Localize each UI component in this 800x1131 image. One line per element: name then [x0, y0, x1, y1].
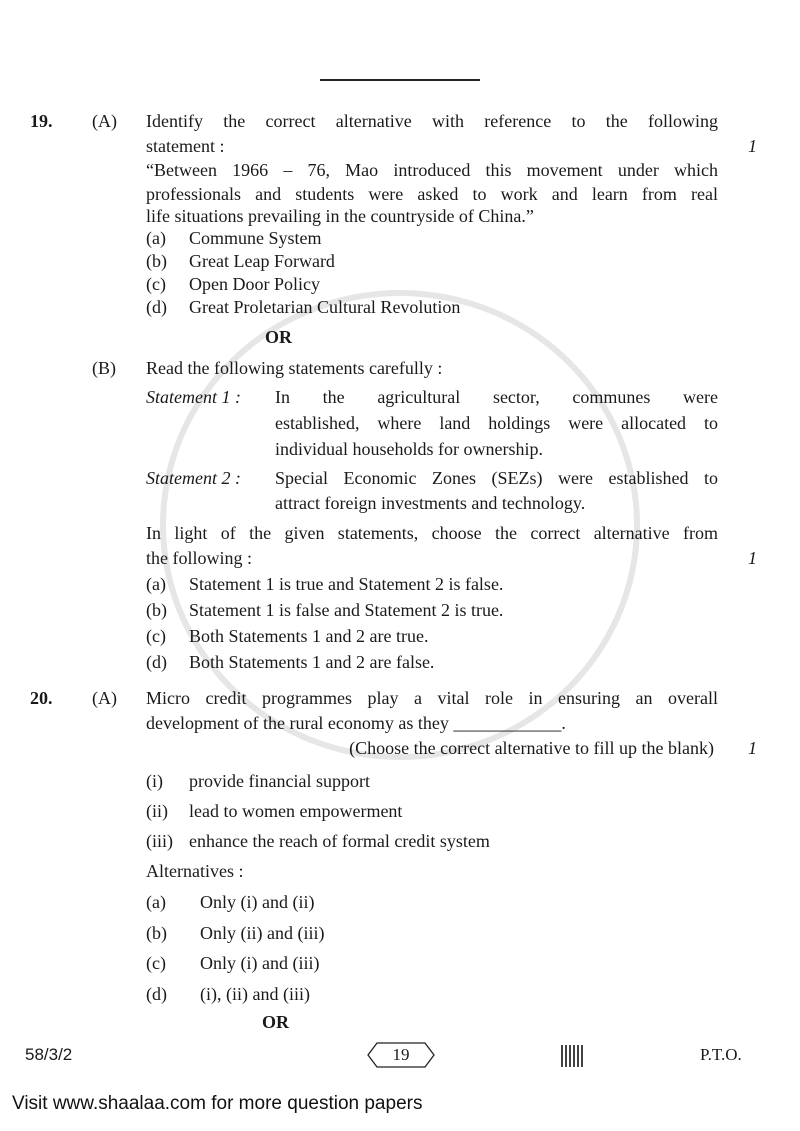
marks: 1: [748, 738, 757, 758]
item-text: provide financial support: [189, 771, 370, 791]
visit-link[interactable]: Visit www.shaalaa.com for more question papers: [12, 1093, 423, 1114]
statement-text: established, where land holdings were allocated to: [275, 413, 718, 433]
option-letter: (d): [146, 652, 167, 672]
or-separator: OR: [262, 1012, 289, 1032]
statement-text: attract foreign investments and technology.: [275, 493, 586, 513]
question-text: In light of the given statements, choose the correct alternative from: [146, 523, 718, 543]
item-number: (i): [146, 771, 163, 791]
option-text: Statement 1 is false and Statement 2 is true.: [189, 600, 504, 620]
pto-label: P.T.O.: [700, 1045, 742, 1064]
option-letter: (a): [146, 892, 166, 912]
item-number: (iii): [146, 831, 173, 851]
option-letter: (b): [146, 251, 167, 271]
option-text: Only (i) and (iii): [200, 953, 320, 973]
option-text: (i), (ii) and (iii): [200, 984, 310, 1004]
marks: 1: [748, 136, 757, 156]
option-text: Both Statements 1 and 2 are true.: [189, 626, 429, 646]
option-letter: (a): [146, 228, 166, 248]
marks: 1: [748, 548, 757, 568]
statement-label: Statement 1 :: [146, 387, 241, 407]
or-separator: OR: [265, 327, 292, 347]
item-text: enhance the reach of formal credit system: [189, 831, 490, 851]
alternatives-label: Alternatives :: [146, 861, 244, 881]
statement-label: Statement 2 :: [146, 468, 241, 488]
option-letter: (c): [146, 953, 166, 973]
part-label: (A): [92, 111, 117, 131]
qr-code-icon: [561, 1045, 583, 1067]
option-letter: (c): [146, 274, 166, 294]
instruction-text: (Choose the correct alternative to fill up the blank): [349, 738, 714, 758]
question-text: life situations prevailing in the countryside of China.”: [146, 206, 534, 226]
question-text: “Between 1966 – 76, Mao introduced this movement under which: [146, 160, 718, 180]
question-number: 20.: [30, 688, 53, 708]
paper-code: 58/3/2: [25, 1045, 73, 1064]
option-text: Statement 1 is true and Statement 2 is false.: [189, 574, 504, 594]
question-text: Micro credit programmes play a vital role in ensuring an overall: [146, 688, 718, 708]
option-text: Great Proletarian Cultural Revolution: [189, 297, 461, 317]
question-text: development of the rural economy as they ____________.: [146, 713, 566, 733]
option-text: Commune System: [189, 228, 322, 248]
statement-text: individual households for ownership.: [275, 439, 543, 459]
statement-text: Special Economic Zones (SEZs) were established to: [275, 468, 718, 488]
question-number: 19.: [30, 111, 53, 131]
option-letter: (d): [146, 297, 167, 317]
question-text: the following :: [146, 548, 252, 568]
option-text: Only (ii) and (iii): [200, 923, 325, 943]
item-text: lead to women empowerment: [189, 801, 403, 821]
option-text: Great Leap Forward: [189, 251, 335, 271]
option-letter: (a): [146, 574, 166, 594]
statement-text: In the agricultural sector, communes were: [275, 387, 718, 407]
option-text: Open Door Policy: [189, 274, 320, 294]
option-letter: (b): [146, 923, 167, 943]
question-text: professionals and students were asked to work and learn from real: [146, 184, 718, 204]
page-number: 19: [392, 1045, 410, 1064]
option-letter: (b): [146, 600, 167, 620]
top-rule: [320, 79, 480, 81]
option-text: Both Statements 1 and 2 are false.: [189, 652, 435, 672]
item-number: (ii): [146, 801, 168, 821]
part-label: (B): [92, 358, 116, 378]
question-text: statement :: [146, 136, 225, 156]
question-text: Identify the correct alternative with reference to the following: [146, 111, 718, 131]
part-label: (A): [92, 688, 117, 708]
question-text: Read the following statements carefully :: [146, 358, 443, 378]
option-letter: (c): [146, 626, 166, 646]
option-letter: (d): [146, 984, 167, 1004]
option-text: Only (i) and (ii): [200, 892, 315, 912]
